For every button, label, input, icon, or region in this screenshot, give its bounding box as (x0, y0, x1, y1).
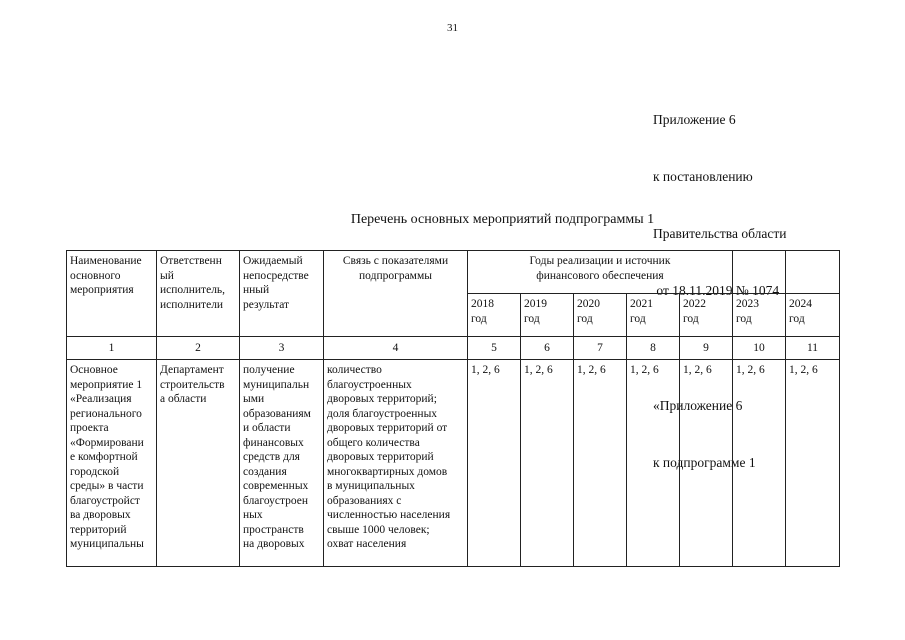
column-number: 11 (786, 337, 840, 360)
appendix-sub-line: к подпрограмме 1 (653, 455, 756, 470)
source-cell: 1, 2, 6 (733, 360, 786, 567)
source-cell: 1, 2, 6 (468, 360, 521, 567)
source-cell: 1, 2, 6 (680, 360, 733, 567)
column-number: 6 (521, 337, 574, 360)
column-number: 2 (157, 337, 240, 360)
header-measure: Наименование основного мероприятия (67, 251, 157, 337)
column-number: 8 (627, 337, 680, 360)
header-blank (733, 251, 786, 294)
column-number: 9 (680, 337, 733, 360)
header-year: 2021 год (627, 294, 680, 337)
appendix-line: от 18.11.2019 № 1074 (653, 283, 780, 298)
responsible-cell: Департамент строительств а области (157, 360, 240, 567)
source-cell: 1, 2, 6 (786, 360, 840, 567)
header-year: 2018 год (468, 294, 521, 337)
header-row (67, 251, 840, 294)
appendix-sub-line: «Приложение 6 (653, 398, 743, 413)
column-numbers-row (67, 337, 840, 360)
column-number: 5 (468, 337, 521, 360)
column-number: 7 (574, 337, 627, 360)
header-year: 2022 год (680, 294, 733, 337)
column-number: 1 (67, 337, 157, 360)
header-link: Связь с показателями подпрограммы (324, 251, 468, 337)
document-title: Перечень основных мероприятий подпрограммы 1 (350, 212, 655, 227)
header-year: 2019 год (521, 294, 574, 337)
source-cell: 1, 2, 6 (574, 360, 627, 567)
column-number: 3 (240, 337, 324, 360)
header-year: 2023 год (733, 294, 786, 337)
column-number: 4 (324, 337, 468, 360)
appendix-line: к постановлению (653, 169, 753, 184)
column-number: 10 (733, 337, 786, 360)
appendix-line: Приложение 6 (653, 112, 736, 127)
result-cell: получение муниципальн ыми образованиям и области финансовых средств для создания современных благоустроен ных пространств на дворовых (240, 360, 324, 567)
header-year: 2024 год (786, 294, 840, 337)
source-cell: 1, 2, 6 (627, 360, 680, 567)
header-responsible: Ответственн ый исполнитель, исполнители (157, 251, 240, 337)
link-cell: количество благоустроенных дворовых территорий; доля благоустроенных дворовых территорий от общего количества дворовых территорий многоквартирных домов в муниципальных образованиях с численностью населения свыше 1000 человек; охват населения (324, 360, 468, 567)
header-blank (786, 251, 840, 294)
header-years-group: Годы реализации и источник финансового обеспечения (468, 251, 733, 294)
measure-cell: Основное мероприятие 1 «Реализация регионального проекта «Формировани е комфортной городской среды» в части благоустройст ва дворовых территорий муниципальны (67, 360, 157, 567)
header-year: 2020 год (574, 294, 627, 337)
appendix-line: Правительства области (653, 226, 787, 241)
page-number: 31 (447, 22, 458, 34)
measures-table (66, 250, 840, 567)
header-result: Ожидаемый непосредстве нный результат (240, 251, 324, 337)
table-row (67, 360, 840, 567)
source-cell: 1, 2, 6 (521, 360, 574, 567)
